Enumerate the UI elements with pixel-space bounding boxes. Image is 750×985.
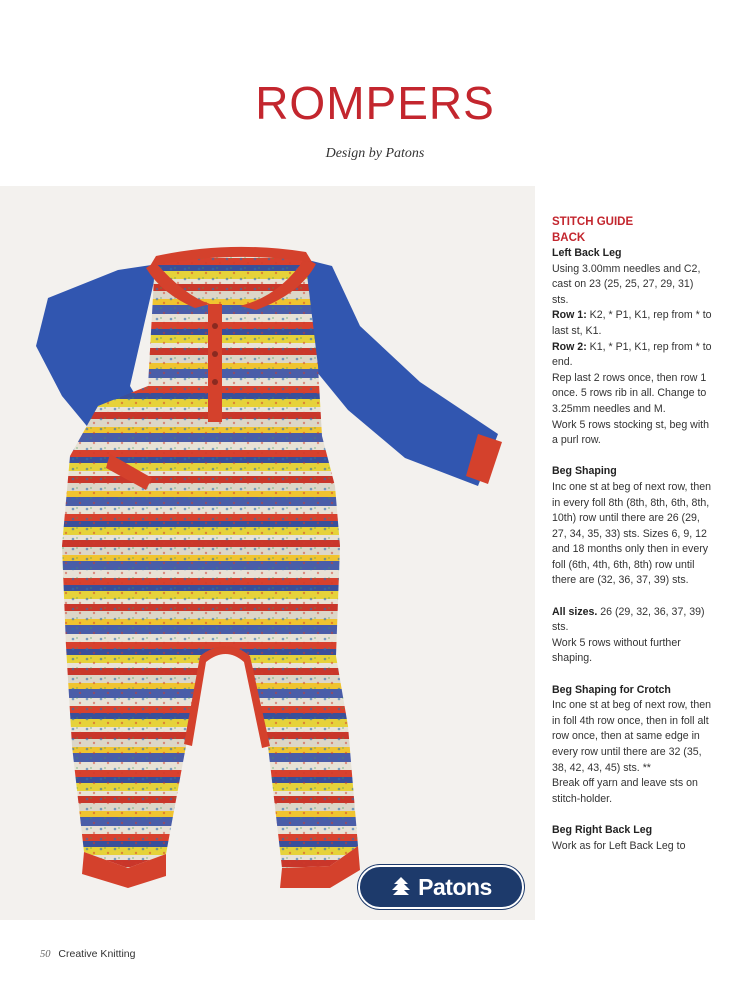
row1-text: [552, 308, 712, 339]
beg-shaping-heading: Beg Shaping: [552, 465, 617, 478]
stitch-guide-heading: STITCH GUIDE: [552, 216, 634, 228]
right-back-leg-text: Work as for Left Back Leg to: [552, 839, 686, 852]
cast-on-text: Using 3.00mm needles and C2, cast on 23 (25, 25, 27, 29, 31) sts.: [552, 262, 701, 306]
repeat-text: Rep last 2 rows once, then row 1 once. 5 rows rib in all. Change to 3.25mm needles and M.: [552, 371, 707, 415]
page-footer: [40, 948, 135, 960]
romper-photo: [0, 186, 535, 920]
logo-wordmark: Patons: [418, 873, 492, 900]
back-heading: BACK: [552, 232, 586, 244]
knitted-romper-illustration: [0, 186, 535, 920]
all-sizes-work: Work 5 rows without further shaping.: [552, 636, 681, 665]
right-back-leg-heading: Beg Right Back Leg: [552, 823, 653, 836]
row2-text: [552, 340, 712, 371]
left-back-leg-heading: Left Back Leg: [552, 247, 622, 259]
designer-byline: Design by Patons: [325, 146, 425, 161]
patons-logo: [358, 865, 524, 909]
row2-label: Row 2:: [552, 340, 587, 353]
row2-instruction: K1, * P1, K1, rep from * to end.: [552, 340, 712, 369]
beg-shaping-text: Inc one st at beg of next row, then in every foll 8th (8th, 8th, 6th, 8th, 10th) row until there are 26 (29, 27, 34, 35, 33) sts. Sizes 6, 9, 12 and 18 months only then in every foll (6th, 4th, 6th, 8th) row until there are (32, 36, 37, 39) sts.: [552, 480, 712, 587]
magazine-name: Creative Knitting: [58, 948, 136, 960]
stocking-text: Work 5 rows stocking st, beg with a purl row.: [552, 418, 710, 447]
all-sizes-count: 26 (29, 32, 36, 37, 39) sts.: [552, 605, 705, 634]
row1-label: Row 1:: [552, 309, 587, 322]
all-sizes-text: [552, 605, 712, 636]
break-yarn-text: Break off yarn and leave sts on stitch-holder.: [552, 777, 698, 805]
crotch-heading: Beg Shaping for Crotch: [552, 683, 671, 696]
tree-logo-icon: [390, 876, 412, 898]
page-title: ROMPERS: [255, 77, 495, 129]
row1-instruction: K2, * P1, K1, rep from * to last st, K1.: [552, 309, 712, 337]
crotch-text: Inc one st at beg of next row, then in foll 4th row once, then in foll alt row once, then at same edge in every row until there are 32 (35, 38, 42, 43, 45) sts. **: [552, 699, 712, 774]
page-number: 50: [40, 949, 51, 960]
pattern-instructions: [552, 214, 712, 854]
all-sizes-label: All sizes.: [552, 605, 598, 618]
